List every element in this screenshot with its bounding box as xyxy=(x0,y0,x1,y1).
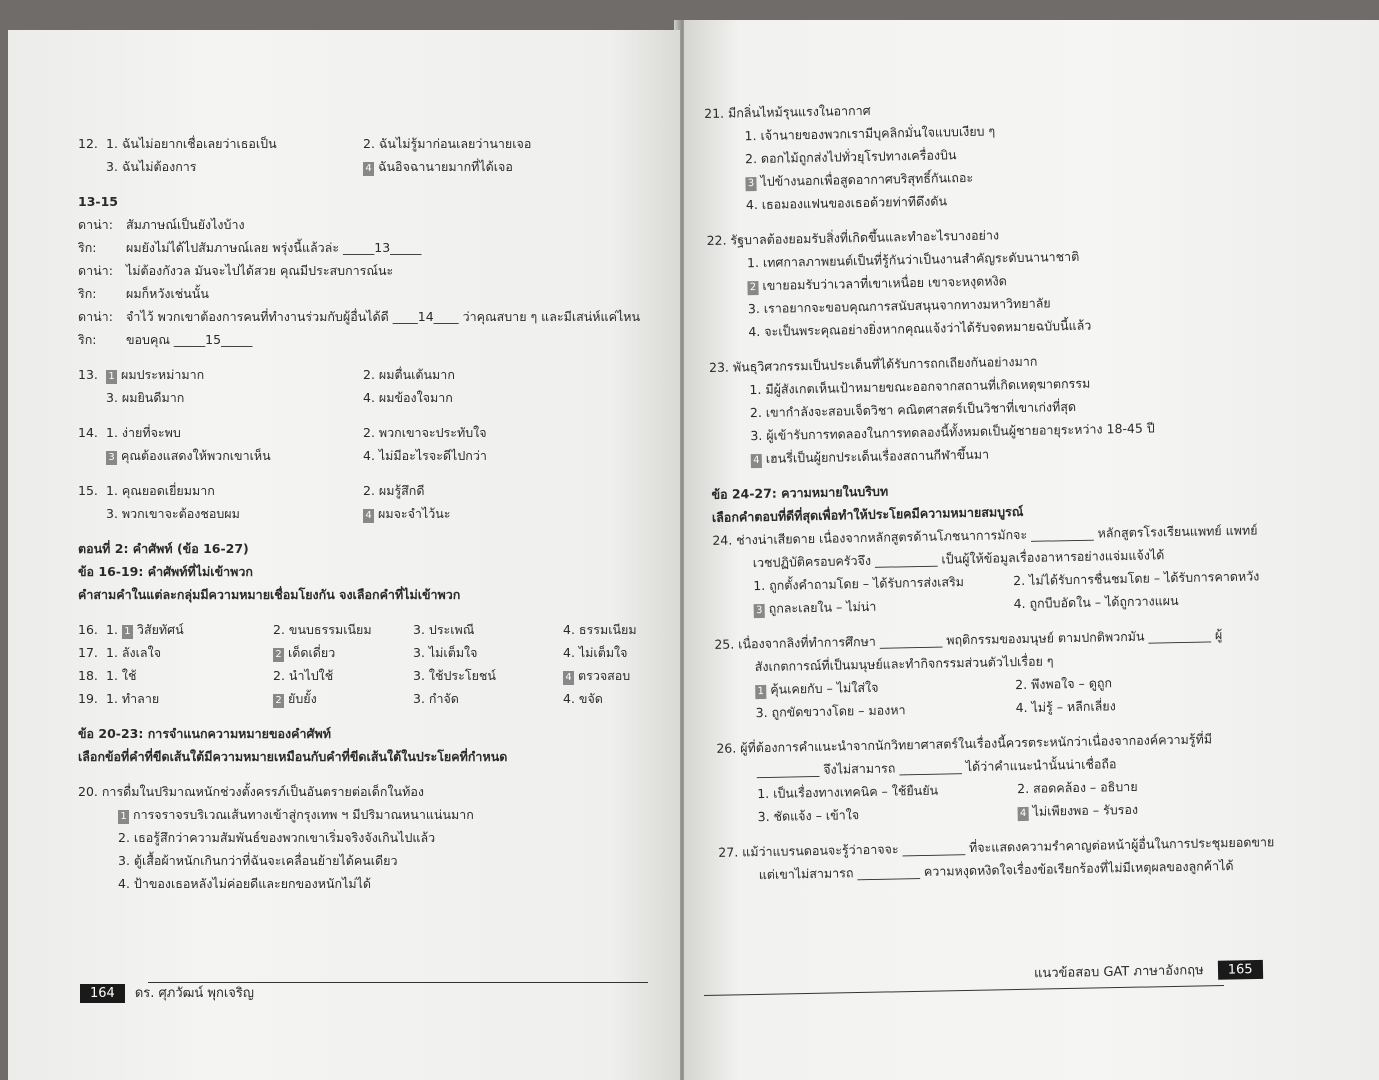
q14-number: 14. xyxy=(78,425,98,440)
choice-text: ตรวจสอบ xyxy=(578,668,631,683)
vocab-row-16 xyxy=(78,621,668,644)
q23-option3: 3. ผู้เข้ารับการทดลองในการทดลองนี้ทั้งหมดเป็นผู้ชายอายุระหว่าง 18-45 ปี xyxy=(750,420,1155,444)
q26-stem1: 26. ผู้ที่ต้องการคำแนะนำจากนักวิทยาศาสตร์ในเรื่องนี้ควรตระหนักว่าเนื่องจากองค์ความรู้ที่มี xyxy=(716,731,1213,756)
line: จำไว้ พวกเขาต้องการคนที่ทำงานร่วมกับผู้อื่นได้ดี ____14____ ว่าคุณสบาย ๆ และมีเสน่ห์แค่ไหน xyxy=(126,309,641,324)
q24-stem1: 24. ช่างน่าเสียดาย เนื่องจากหลักสูตรด้านโภชนาการมักจะ __________ หลักสูตรโรงเรียนแพทย์ แพทย์ xyxy=(712,522,1258,548)
vocab-choice1 xyxy=(106,621,184,640)
vocab-choice4 xyxy=(563,667,630,686)
q27-stem1: 27. แม้ว่าแบรนดอนจะรู้ว่าอาจจะ __________ ที่จะแสดงความรำคาญต่อหน้าผู้อื่นในการประชุมยอดขาย xyxy=(718,834,1275,860)
vocab-number: 17. xyxy=(78,645,98,660)
speaker: ดาน่า: xyxy=(78,217,113,232)
q24-option3 xyxy=(754,598,877,619)
q23-option1: 1. มีผู้สังเกตเห็นเป้าหมายขณะออกจากสถานที่เกิดเหตุฆาตกรรม xyxy=(749,375,1091,398)
q14-option1: 1. ง่ายที่จะพบ xyxy=(106,425,181,440)
q20-option3: 3. ตู้เสื้อผ้าหนักเกินกว่าที่ฉันจะเคลื่อนย้ายได้คนเดียว xyxy=(118,853,398,868)
q21-option2: 2. ดอกไม้ถูกส่งไปทั่วยุโรปทางเครื่องบิน xyxy=(744,147,957,167)
q23-stem: 23. พันธุวิศวกรรมเป็นประเด็นที่ได้รับการถกเถียงกันอย่างมาก xyxy=(708,353,1038,375)
answer-mark: 2 xyxy=(273,694,284,708)
answer-mark: 3 xyxy=(106,451,117,465)
q27-stem2: แต่เขาไม่สามารถ __________ ความหงุดหงิดใจเรื่องข้อเรียกร้องที่ไม่มีเหตุผลของลูกค้าได้ xyxy=(758,857,1234,883)
dialogue-line xyxy=(78,331,668,354)
page-number: 165 xyxy=(1218,960,1263,980)
vocab-choice2 xyxy=(273,644,335,663)
page-number: 164 xyxy=(80,984,125,1003)
q26-option3: 3. ชัดแจ้ง – เข้าใจ xyxy=(757,807,860,825)
q14-option4: 4. ไม่มีอะไรจะดีไปกว่า xyxy=(363,448,487,463)
vocab-row-19 xyxy=(78,690,668,713)
answer-mark: 4 xyxy=(751,454,762,468)
q13-option2: 2. ผมตื่นเต้นมาก xyxy=(363,367,455,382)
q14-row1 xyxy=(78,424,668,447)
answer-mark: 2 xyxy=(747,281,758,295)
footer-rule xyxy=(704,985,1224,996)
book-title: แนวข้อสอบ GAT ภาษาอังกฤษ xyxy=(1033,963,1204,982)
q25-option2: 2. พึงพอใจ – ดูถูก xyxy=(1015,675,1113,693)
speaker: ดาน่า: xyxy=(78,263,113,278)
q22-stem: 22. รัฐบาลต้องยอมรับสิ่งที่เกิดขึ้นและทำอะไรบางอย่าง xyxy=(706,227,1000,248)
vocab-choice3: 3. ใช้ประโยชน์ xyxy=(413,668,496,683)
dialogue-line xyxy=(78,262,668,285)
q13-option1 xyxy=(106,366,204,385)
q12-option4 xyxy=(363,158,513,177)
choice-num: 1. xyxy=(106,622,118,637)
vocab-choice4: 4. ไม่เต็มใจ xyxy=(563,645,628,660)
speaker: ริก: xyxy=(78,332,97,347)
vocab-choice1: 1. ใช้ xyxy=(106,668,137,683)
q22-option4: 4. จะเป็นพระคุณอย่างยิ่งหากคุณแจ้งว่าได้รับจดหมายฉบับนี้แล้ว xyxy=(748,317,1092,340)
q24-option3-text: ถูกละเลยใน – ไม่น่า xyxy=(768,598,877,616)
q14-option2: 2. พวกเขาจะประทับใจ xyxy=(363,425,487,440)
answer-mark: 4 xyxy=(1018,807,1029,821)
choice-text: วิสัยทัศน์ xyxy=(136,622,184,637)
q26-option1: 1. เป็นเรื่องทางเทคนิค – ใช้ยืนยัน xyxy=(757,782,939,802)
answer-mark: 1 xyxy=(755,685,766,699)
q15-row1 xyxy=(78,482,668,505)
vocab-choice3: 3. ประเพณี xyxy=(413,622,475,637)
q15-option1: 1. คุณยอดเยี่ยมมาก xyxy=(106,483,215,498)
q20-option2: 2. เธอรู้สึกว่าความสัมพันธ์ของพวกเขาเริ่มจริงจังเกินไปแล้ว xyxy=(118,830,436,845)
section-16-19-instruction: คำสามคำในแต่ละกลุ่มมีความหมายเชื่อมโยงกัน จงเลือกคำที่ไม่เข้าพวก xyxy=(78,587,461,602)
answer-mark: 4 xyxy=(363,162,374,176)
answer-mark: 4 xyxy=(563,671,574,685)
q15-option4-text: ผมจะจำไว้นะ xyxy=(378,506,451,521)
vocab-number: 18. xyxy=(78,668,98,683)
q25-option1 xyxy=(755,679,879,700)
q26-option4-text: ไม่เพียงพอ – รับรอง xyxy=(1032,801,1139,819)
vocab-choice2: 2. นำไปใช้ xyxy=(273,668,334,683)
speaker: ริก: xyxy=(78,240,97,255)
choice-text: ยับยั้ง xyxy=(288,691,317,706)
q14-option3 xyxy=(106,447,271,466)
q24-option2: 2. ไม่ได้รับการชื่นชมโดย – ได้รับการคาดหวัง xyxy=(1013,568,1260,589)
q24-option1: 1. ถูกตั้งคำถามโดย – ได้รับการส่งเสริม xyxy=(753,574,965,594)
right-page xyxy=(684,20,1379,1080)
q23-option4-text: เฮนรี่เป็นผู้ยกประเด็นเรื่องสถานกีฬาขึ้นมา xyxy=(765,446,990,466)
q15-option3: 3. พวกเขาจะต้องชอบผม xyxy=(106,506,240,521)
vocab-choice3: 3. กำจัด xyxy=(413,691,459,706)
vocab-choice3: 3. ไม่เต็มใจ xyxy=(413,645,478,660)
dialogue-line xyxy=(78,285,668,308)
q21-stem: 21. มีกลิ่นไหม้รุนแรงในอากาศ xyxy=(704,102,871,121)
left-footer xyxy=(80,982,254,1003)
q13-number: 13. xyxy=(78,367,98,382)
vocab-row-17 xyxy=(78,644,668,667)
vocab-choice1: 1. ทำลาย xyxy=(106,691,160,706)
q25-option3: 3. ถูกขัดขวางโดย – มองหา xyxy=(755,702,906,721)
speaker: ริก: xyxy=(78,286,97,301)
right-footer xyxy=(1034,958,1273,984)
vocab-row-18 xyxy=(78,667,668,690)
q24-stem2: เวชปฏิบัติครอบครัวจึง __________ เป็นผู้ให้ข้อมูลเรื่องอาหารอย่างแจ่มแจ้งได้ xyxy=(752,547,1165,571)
section-24-27-instruction: เลือกคำตอบที่ดีที่สุดเพื่อทำให้ประโยคมีความหมายสมบูรณ์ xyxy=(711,503,1024,525)
line: ขอบคุณ _____15_____ xyxy=(126,332,253,347)
vocab-choice4: 4. ธรรมเนียม xyxy=(563,622,637,637)
section-13-15-title: 13-15 xyxy=(78,194,118,209)
q13-option3: 3. ผมยินดีมาก xyxy=(106,390,185,405)
line: ผมยังไม่ได้ไปสัมภาษณ์เลย พรุ่งนี้แล้วล่ะ _____13_____ xyxy=(126,240,422,255)
q12-number: 12. xyxy=(78,136,98,151)
answer-mark: 2 xyxy=(273,648,284,662)
vocab-choice2 xyxy=(273,690,317,709)
q13-option4: 4. ผมข้องใจมาก xyxy=(363,390,453,405)
q13-row2 xyxy=(78,389,668,412)
answer-mark: 1 xyxy=(122,625,133,639)
line: ไม่ต้องกังวล มันจะไปได้สวย คุณมีประสบการณ์นะ xyxy=(126,263,394,278)
q23-option2: 2. เขากำลังจะสอบเจ็ดวิชา คณิตศาสตร์เป็นวิชาที่เขาเก่งที่สุด xyxy=(749,398,1077,421)
dialogue-line xyxy=(78,216,668,239)
q26-stem2: __________ จึงไม่สามารถ __________ ได้ว่าคำแนะนำนั้นน่าเชื่อถือ xyxy=(756,756,1117,779)
q20-option1-text: การจราจรบริเวณเส้นทางเข้าสู่กรุงเทพ ฯ มีปริมาณหนาแน่นมาก xyxy=(133,807,474,822)
answer-mark: 1 xyxy=(106,370,117,384)
answer-mark: 1 xyxy=(118,810,129,824)
q12-option1: 1. ฉันไม่อยากเชื่อเลยว่าเธอเป็น xyxy=(106,136,277,151)
q25-option1-text: คุ้นเคยกับ – ไม่ใส่ใจ xyxy=(770,679,879,697)
q14-row2 xyxy=(78,447,668,470)
choice-text: เด็ดเดี่ยว xyxy=(288,645,336,660)
answer-mark: 3 xyxy=(745,177,756,191)
section-16-19-title: ข้อ 16-19: คำศัพท์ที่ไม่เข้าพวก xyxy=(78,564,253,579)
author-name: ดร. ศุภวัฒน์ พุกเจริญ xyxy=(134,986,254,1001)
answer-mark: 3 xyxy=(754,604,765,618)
section-24-27-title: ข้อ 24-27: ความหมายในบริบท xyxy=(711,483,889,502)
line: ผมก็หวังเช่นนั้น xyxy=(126,286,209,301)
q22-option2-text: เขายอมรับว่าเวลาที่เขาเหนื่อย เขาจะหงุดหงิด xyxy=(762,273,1007,293)
section-20-23-instruction: เลือกข้อที่คำที่ขีดเส้นใต้มีความหมายเหมือนกับคำที่ขีดเส้นใต้ในประโยคที่กำหนด xyxy=(78,749,508,764)
left-content xyxy=(78,135,668,898)
q22-option1: 1. เทศกาลภาพยนต์เป็นที่รู้กันว่าเป็นงานสำคัญระดับนานาชาติ xyxy=(746,248,1080,271)
q12-option2: 2. ฉันไม่รู้มาก่อนเลยว่านายเจอ xyxy=(363,136,532,151)
q12-row2 xyxy=(78,158,668,181)
line: สัมภาษณ์เป็นยังไงบ้าง xyxy=(126,217,245,232)
q14-option3-text: คุณต้องแสดงให้พวกเขาเห็น xyxy=(121,448,271,463)
q12-option4-text: ฉันอิจฉานายมากที่ได้เจอ xyxy=(378,159,513,174)
dialogue-line xyxy=(78,308,668,331)
section-20-23-title: ข้อ 20-23: การจำแนกความหมายของคำศัพท์ xyxy=(78,726,331,741)
q15-number: 15. xyxy=(78,483,98,498)
vocab-number: 19. xyxy=(78,691,98,706)
q21-option3-text: ไปข้างนอกเพื่อสูดอากาศบริสุทธิ์กันเถอะ xyxy=(760,169,974,189)
q25-stem2: สังเกตการณ์ที่เป็นมนุษย์และทำกิจกรรมส่วนตัวไปเรื่อย ๆ xyxy=(754,653,1054,675)
q26-option2: 2. สอดคล้อง – อธิบาย xyxy=(1017,778,1138,797)
speaker: ดาน่า: xyxy=(78,309,113,324)
q13-option1-text: ผมประหม่ามาก xyxy=(121,367,205,382)
q26-option4 xyxy=(1017,801,1138,822)
right-content xyxy=(704,94,1279,890)
q25-stem1: 25. เนื่องจากลิงที่ทำการศึกษา __________ พฤติกรรมของมนุษย์ ตามปกติพวกมัน __________ ผู้ xyxy=(714,627,1223,652)
left-page xyxy=(8,30,680,1080)
q20-stem: 20. การดื่มในปริมาณหนักช่วงตั้งครรภ์เป็นอันตรายต่อเด็กในท้อง xyxy=(78,784,424,799)
q21-option1: 1. เจ้านายของพวกเรามีบุคลิกมั่นใจแบบเงียบ ๆ xyxy=(744,123,996,144)
vocab-choice4: 4. ขจัด xyxy=(563,691,603,706)
q20-option4: 4. ป้าของเธอหลังไม่ค่อยดีและยกของหนักไม่ได้ xyxy=(118,876,372,891)
q15-option2: 2. ผมรู้สึกดี xyxy=(363,483,425,498)
q15-option4 xyxy=(363,505,451,524)
q24-option4: 4. ถูกบีบอัดใน – ได้ถูกวางแผน xyxy=(1013,592,1179,612)
q22-option3: 3. เราอยากจะขอบคุณการสนับสนุนจากทางมหาวิทยาลัย xyxy=(747,295,1051,317)
q13-row1 xyxy=(78,366,668,389)
q12-row1 xyxy=(78,135,668,158)
dialogue xyxy=(78,216,668,354)
vocab-number: 16. xyxy=(78,622,98,637)
q12-option3: 3. ฉันไม่ต้องการ xyxy=(106,159,197,174)
answer-mark: 4 xyxy=(363,509,374,523)
vocab-choice2: 2. ขนบธรรมเนียม xyxy=(273,622,372,637)
q20-option1 xyxy=(78,806,668,829)
part2-title: ตอนที่ 2: คำศัพท์ (ข้อ 16-27) xyxy=(78,541,249,556)
vocab-choice1: 1. ลังเลใจ xyxy=(106,645,162,660)
q15-row2 xyxy=(78,505,668,528)
q21-option4: 4. เธอมองแฟนของเธอด้วยท่าทีดึงดัน xyxy=(745,193,948,213)
dialogue-line xyxy=(78,239,668,262)
q25-option4: 4. ไม่รู้ – หลีกเลี่ยง xyxy=(1015,698,1116,716)
